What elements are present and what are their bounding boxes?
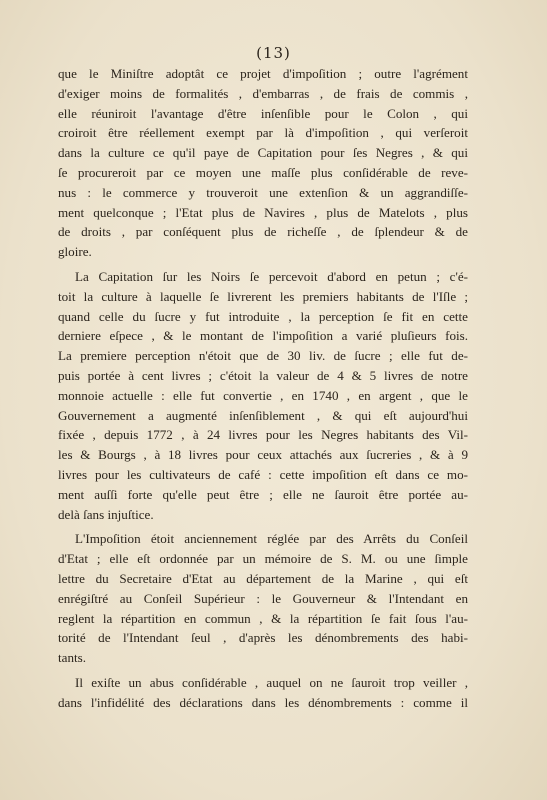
text-line: ment auſſi forte qu'elle peut être ; elle ne ſauroit être portée au- <box>58 486 468 502</box>
text-line: Il exiſte un abus conſidérable , auquel on ne ſauroit trop veiller , <box>75 674 468 690</box>
body-text <box>58 64 468 713</box>
text-line: ment quelconque ; l'Etat plus de Navires , plus de Matelots , plus <box>58 204 468 220</box>
text-line: gloire. <box>58 244 92 260</box>
text-line: nus : le commerce y trouveroit une extenſion & un aggrandiſſe- <box>58 184 468 200</box>
text-line: derniere eſpece , & le montant de l'impoſition a varié pluſieurs fois. <box>58 328 468 344</box>
text-line: d'Etat ; elle eſt ordonnée par un mémoire de S. M. ou une ſimple <box>58 551 468 567</box>
text-line: tants. <box>58 650 87 666</box>
text-line: puis portée à cent livres ; c'étoit la valeur de 4 & 5 livres de notre <box>58 367 468 383</box>
text-line: livres pour les cultivateurs de café : cette impoſition eſt dans ce mo- <box>58 466 468 482</box>
text-line: ſe procureroit par ce moyen une maſſe plus conſidérable de reve- <box>58 164 468 180</box>
text-line: L'Impoſition étoit anciennement réglée par des Arrêts du Conſeil <box>75 531 468 547</box>
text-line: La Capitation ſur les Noirs ſe percevoit d'abord en petun ; c'é- <box>75 268 468 284</box>
text-line: les & Bourgs , à 18 livres pour ceux attachés aux ſucreries , & à 9 <box>58 447 468 463</box>
paragraph <box>58 64 468 262</box>
text-line: croiroit être réellement exempt par là d'impoſition , qui verſeroit <box>58 125 468 141</box>
text-line: elle réuniroit l'avantage d'être inſenſible pour le Colon , qui <box>58 105 468 121</box>
page-number: (13) <box>256 44 291 62</box>
paragraph <box>58 673 468 713</box>
text-line: enrégiſtré au Conſeil Supérieur : le Gouverneur & l'Intendant en <box>58 590 468 606</box>
text-line: que le Miniſtre adoptât ce projet d'impoſition ; outre l'agrément <box>58 66 468 81</box>
paragraph <box>58 267 468 524</box>
text-line: dans la culture ce qu'il paye de Capitation pour ſes Negres , & qui <box>58 145 468 161</box>
text-line: La premiere perception n'étoit que de 30 liv. de ſucre ; elle fut de- <box>58 348 468 364</box>
text-line: delà ſans injuſtice. <box>58 506 154 522</box>
text-line: toit la culture à laquelle ſe livrerent les premiers habitants de l'Iſle ; <box>58 288 468 304</box>
text-line: quand celle du ſucre y fut introduite , la perception ſe fit en cette <box>58 308 468 324</box>
text-line: d'exiger moins de formalités , d'embarras , de frais de commis , <box>58 85 468 101</box>
text-line: dans l'infidélité des déclarations dans les dénombrements : comme il <box>58 694 468 710</box>
text-line: de droits , par conſéquent plus de richeſſe , de ſplendeur & de <box>58 224 468 240</box>
paragraph <box>58 529 468 668</box>
text-line: fixée , depuis 1772 , à 24 livres pour les Negres habitants des Vil- <box>58 427 468 443</box>
text-line: monnoie actuelle : elle fut convertie , en 1740 , en argent , que le <box>58 387 468 403</box>
text-line: lettre du Secretaire d'Etat au département de la Marine , qui eſt <box>58 570 468 586</box>
text-line: Gouvernement a augmenté inſenſiblement , & qui eſt aujourd'hui <box>58 407 468 423</box>
text-line: torité de l'Intendant ſeul , d'après les dénombrements des habi- <box>58 630 468 646</box>
text-line: reglent la répartition en commun , & la répartition ſe fait ſous l'au- <box>58 610 468 626</box>
